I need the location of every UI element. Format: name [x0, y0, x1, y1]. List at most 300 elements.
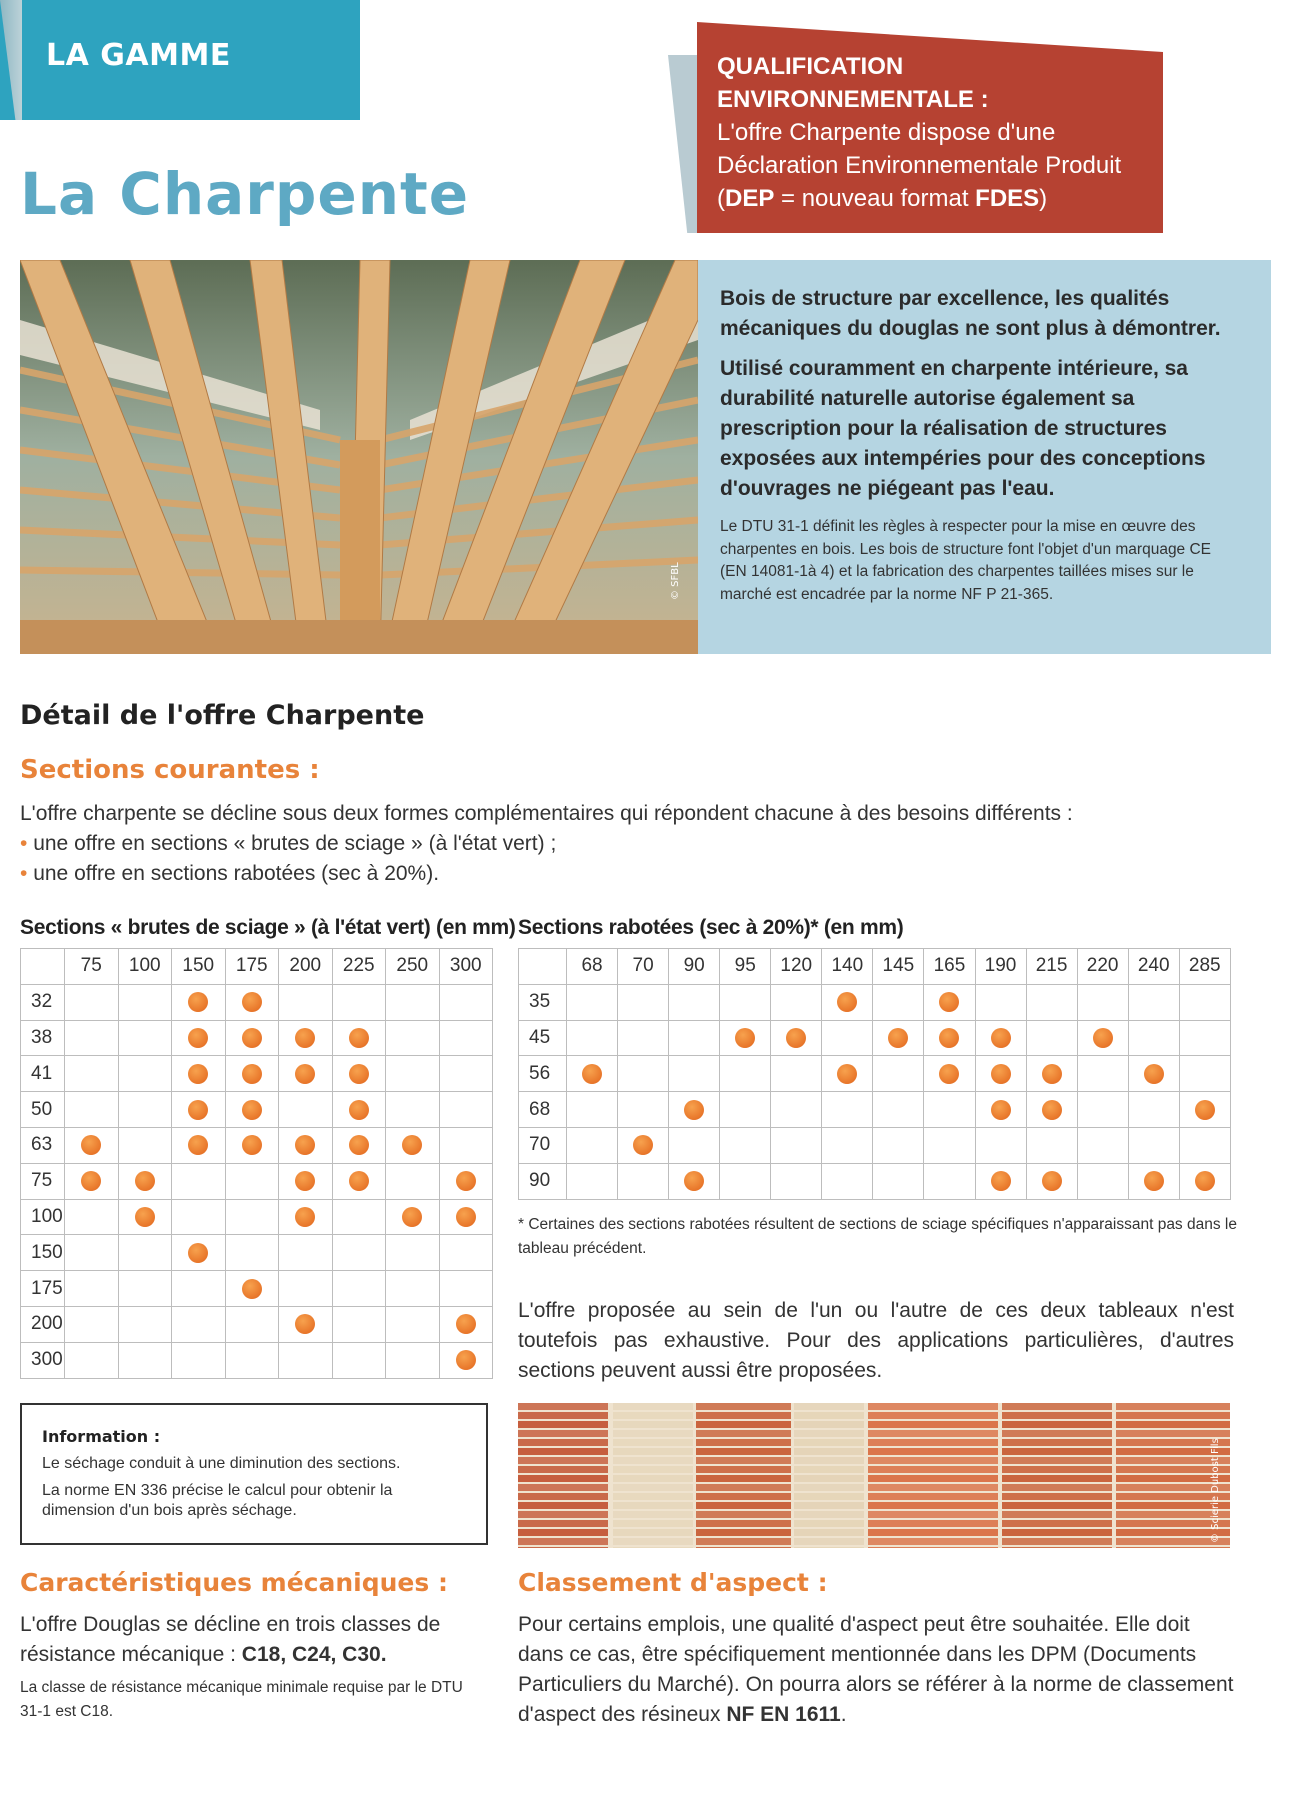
- row-header: 41: [21, 1056, 65, 1092]
- table-cell: [332, 1020, 386, 1056]
- table-cell: [386, 1127, 440, 1163]
- table-cell: [172, 1235, 226, 1271]
- table-cell: [172, 1092, 226, 1128]
- availability-dot-icon: [188, 1064, 208, 1084]
- table-cell: [669, 1056, 720, 1092]
- table-cell: [225, 984, 279, 1020]
- table-header-row: [519, 949, 1231, 985]
- table-cell: [439, 1092, 493, 1128]
- table-cell: [822, 984, 873, 1020]
- table-cell: [1128, 984, 1179, 1020]
- availability-dot-icon: [939, 992, 959, 1012]
- availability-dot-icon: [402, 1207, 422, 1227]
- table-cell: [439, 1056, 493, 1092]
- information-line-1: Le séchage conduit à une diminution des sections.: [42, 1455, 401, 1472]
- column-header: 225: [332, 949, 386, 985]
- availability-dot-icon: [349, 1171, 369, 1191]
- table-row: [519, 984, 1231, 1020]
- sections-courantes-text: [20, 799, 1220, 889]
- availability-dot-icon: [81, 1135, 101, 1155]
- mecanique-heading: Caractéristiques mécaniques :: [20, 1568, 448, 1597]
- table-cell: [225, 1271, 279, 1307]
- table-cell: [567, 1020, 618, 1056]
- table-cell: [1179, 984, 1230, 1020]
- table-cell: [975, 1020, 1026, 1056]
- row-header: 45: [519, 1020, 567, 1056]
- column-header: 120: [771, 949, 822, 985]
- table-cell: [822, 1056, 873, 1092]
- table-cell: [822, 1020, 873, 1056]
- table-row: [21, 1342, 493, 1378]
- table-cell: [439, 1235, 493, 1271]
- table-cell: [65, 1306, 119, 1342]
- table-cell: [386, 1056, 440, 1092]
- availability-dot-icon: [242, 1100, 262, 1120]
- table-cell: [1077, 1127, 1128, 1163]
- table-cell: [225, 1199, 279, 1235]
- availability-dot-icon: [582, 1064, 602, 1084]
- aspect-text: Pour certains emplois, une qualité d'aspect peut être souhaitée. Elle doit dans ce cas, être spécifiquement mentionnée dans les DPM (Documents Particuliers du Marché). On pourra alors se référer à la norme de classement d'aspect des résineux NF EN 1611.: [518, 1613, 1234, 1726]
- availability-dot-icon: [1195, 1171, 1215, 1191]
- table-cell: [332, 1056, 386, 1092]
- availability-dot-icon: [991, 1100, 1011, 1120]
- availability-dot-icon: [295, 1207, 315, 1227]
- table-cell: [1179, 1163, 1230, 1199]
- availability-dot-icon: [242, 1279, 262, 1299]
- row-header: 56: [519, 1056, 567, 1092]
- table-cell: [172, 1020, 226, 1056]
- table-cell: [439, 1342, 493, 1378]
- table-cell: [118, 1163, 172, 1199]
- table-cell: [1179, 1020, 1230, 1056]
- detail-heading: Détail de l'offre Charpente: [20, 700, 425, 731]
- table-cell: [118, 1271, 172, 1307]
- availability-dot-icon: [295, 1314, 315, 1334]
- table-cell: [279, 1199, 333, 1235]
- availability-dot-icon: [1042, 1100, 1062, 1120]
- roof-structure-photo: [20, 260, 698, 654]
- table-cell: [332, 1342, 386, 1378]
- table-cell: [118, 984, 172, 1020]
- table-cell: [386, 1092, 440, 1128]
- table-cell: [618, 1127, 669, 1163]
- qualification-line-5: (DEP = nouveau format FDES): [717, 185, 1048, 212]
- table-cell: [279, 984, 333, 1020]
- table-footnote: * Certaines des sections rabotées résultent de sections de sciage spécifiques n'apparaissant pas dans le tableau précédent.: [518, 1216, 1237, 1257]
- table-cell: [439, 984, 493, 1020]
- table-cell: [65, 1163, 119, 1199]
- column-header: 68: [567, 949, 618, 985]
- availability-dot-icon: [456, 1314, 476, 1334]
- table-cell: [1026, 1020, 1077, 1056]
- table-cell: [172, 1342, 226, 1378]
- row-header: 63: [21, 1127, 65, 1163]
- section-tab-label: LA GAMME: [46, 38, 231, 73]
- availability-dot-icon: [81, 1171, 101, 1191]
- column-header: 200: [279, 949, 333, 985]
- table-cell: [279, 1235, 333, 1271]
- mecanique-classes: C18, C24, C30.: [241, 1643, 387, 1666]
- table-row: [21, 1163, 493, 1199]
- table-cell: [873, 1127, 924, 1163]
- availability-dot-icon: [188, 992, 208, 1012]
- table-rabote: [518, 948, 1231, 1200]
- table-cell: [172, 1199, 226, 1235]
- column-header: 165: [924, 949, 975, 985]
- availability-dot-icon: [991, 1171, 1011, 1191]
- table-cell: [332, 984, 386, 1020]
- table-cell: [332, 1163, 386, 1199]
- table-cell: [567, 1127, 618, 1163]
- table-cell: [975, 1127, 1026, 1163]
- table-cell: [439, 1306, 493, 1342]
- table-row: [21, 984, 493, 1020]
- table-row: [519, 1163, 1231, 1199]
- table-cell: [1128, 1163, 1179, 1199]
- table-cell: [225, 1163, 279, 1199]
- table-cell: [669, 1020, 720, 1056]
- table-cell: [386, 1199, 440, 1235]
- table-cell: [65, 1271, 119, 1307]
- table-cell: [618, 1092, 669, 1128]
- row-header: 68: [519, 1092, 567, 1128]
- availability-dot-icon: [349, 1028, 369, 1048]
- table-cell: [567, 1056, 618, 1092]
- mecanique-text: L'offre Douglas se décline en trois classes de résistance mécanique : C18, C24, C30.: [20, 1613, 441, 1666]
- table-cell: [279, 1163, 333, 1199]
- row-header: 70: [519, 1127, 567, 1163]
- table-cell: [567, 1163, 618, 1199]
- table-cell: [386, 1163, 440, 1199]
- table-brut: [20, 948, 493, 1379]
- availability-dot-icon: [242, 1064, 262, 1084]
- table-cell: [873, 1020, 924, 1056]
- table-cell: [720, 1127, 771, 1163]
- column-header: 70: [618, 949, 669, 985]
- intro-paragraph-2: Utilisé couramment en charpente intérieure, sa durabilité naturelle autorise également sa prescription pour la réalisation de structures exposées aux intempéries pour des conceptions d'ouvrages ne piégeant pas l'eau.: [720, 357, 1206, 500]
- table-row: [21, 1092, 493, 1128]
- table-cell: [118, 1092, 172, 1128]
- table-cell: [332, 1127, 386, 1163]
- table-row: [519, 1020, 1231, 1056]
- row-header: 100: [21, 1199, 65, 1235]
- row-header: 50: [21, 1092, 65, 1128]
- table-cell: [873, 984, 924, 1020]
- column-header: 140: [822, 949, 873, 985]
- table-cell: [439, 1020, 493, 1056]
- availability-dot-icon: [1042, 1064, 1062, 1084]
- availability-dot-icon: [188, 1028, 208, 1048]
- availability-dot-icon: [1042, 1171, 1062, 1191]
- table-row: [519, 1092, 1231, 1128]
- table-cell: [873, 1056, 924, 1092]
- table-cell: [975, 1056, 1026, 1092]
- table-cell: [771, 1020, 822, 1056]
- table-cell: [332, 1199, 386, 1235]
- table-cell: [1077, 1092, 1128, 1128]
- availability-dot-icon: [786, 1028, 806, 1048]
- table-header-row: [21, 949, 493, 985]
- table-cell: [332, 1092, 386, 1128]
- table-cell: [1077, 1020, 1128, 1056]
- table-cell: [822, 1163, 873, 1199]
- table-rabote-caption: Sections rabotées (sec à 20%)* (en mm): [518, 916, 904, 939]
- availability-dot-icon: [939, 1028, 959, 1048]
- row-header: 38: [21, 1020, 65, 1056]
- table-cell: [618, 1020, 669, 1056]
- table-cell: [172, 1127, 226, 1163]
- row-header: 35: [519, 984, 567, 1020]
- table-cell: [720, 984, 771, 1020]
- availability-dot-icon: [295, 1028, 315, 1048]
- availability-dot-icon: [402, 1135, 422, 1155]
- availability-dot-icon: [295, 1135, 315, 1155]
- availability-dot-icon: [1144, 1064, 1164, 1084]
- table-cell: [618, 1163, 669, 1199]
- availability-dot-icon: [135, 1207, 155, 1227]
- table-cell: [65, 1020, 119, 1056]
- table-cell: [279, 1306, 333, 1342]
- table-cell: [771, 984, 822, 1020]
- table-cell: [225, 1092, 279, 1128]
- availability-dot-icon: [295, 1064, 315, 1084]
- table-cell: [439, 1163, 493, 1199]
- table-cell: [386, 1020, 440, 1056]
- table-cell: [975, 1163, 1026, 1199]
- list-item: • une offre en sections rabotées (sec à 20%).: [20, 862, 440, 885]
- table-cell: [1077, 984, 1128, 1020]
- table-row: [21, 1199, 493, 1235]
- availability-dot-icon: [684, 1171, 704, 1191]
- table-cell: [771, 1056, 822, 1092]
- table-cell: [669, 1163, 720, 1199]
- availability-dot-icon: [188, 1100, 208, 1120]
- dtu-paragraph: Le DTU 31-1 définit les règles à respecter pour la mise en œuvre des charpentes en bois. Les bois de structure font l'objet d'un marquage CE (EN 14081-1à 4) et la fabrication des charpentes taillées mises sur le marché est encadrée par la norme NF P 21-365.: [720, 518, 1212, 603]
- table-cell: [118, 1235, 172, 1271]
- table-cell: [65, 1235, 119, 1271]
- table-cell: [279, 1056, 333, 1092]
- availability-dot-icon: [888, 1028, 908, 1048]
- photo-credit: © SFBL: [670, 562, 681, 600]
- table-row: [519, 1056, 1231, 1092]
- column-header: 175: [225, 949, 279, 985]
- table-corner-cell: [21, 949, 65, 985]
- availability-dot-icon: [242, 1135, 262, 1155]
- qualification-text: [717, 50, 1157, 215]
- availability-dot-icon: [991, 1064, 1011, 1084]
- table-cell: [669, 1127, 720, 1163]
- column-header: 150: [172, 949, 226, 985]
- availability-dot-icon: [456, 1171, 476, 1191]
- table-cell: [771, 1092, 822, 1128]
- availability-dot-icon: [188, 1135, 208, 1155]
- row-header: 90: [519, 1163, 567, 1199]
- availability-dot-icon: [349, 1135, 369, 1155]
- table-cell: [386, 984, 440, 1020]
- mecanique-note: La classe de résistance mécanique minimale requise par le DTU 31-1 est C18.: [20, 1679, 463, 1720]
- table-cell: [172, 1056, 226, 1092]
- availability-dot-icon: [939, 1064, 959, 1084]
- availability-dot-icon: [1093, 1028, 1113, 1048]
- table-cell: [720, 1092, 771, 1128]
- qualification-line-3: L'offre Charpente dispose d'une: [717, 119, 1056, 146]
- table-cell: [1128, 1127, 1179, 1163]
- wood-photo-credit: © Scierie Dubost Fils: [1210, 1438, 1221, 1543]
- table-cell: [1179, 1056, 1230, 1092]
- information-line-2: La norme EN 336 précise le calcul pour obtenir la dimension d'un bois après séchage.: [42, 1482, 393, 1519]
- page-title: La Charpente: [20, 160, 470, 228]
- table-brut-caption: Sections « brutes de sciage » (à l'état vert) (en mm): [20, 916, 516, 939]
- table-cell: [225, 1020, 279, 1056]
- aspect-heading: Classement d'aspect :: [518, 1568, 828, 1597]
- table-row: [21, 1235, 493, 1271]
- row-header: 32: [21, 984, 65, 1020]
- table-cell: [669, 984, 720, 1020]
- table-row: [21, 1056, 493, 1092]
- row-header: 200: [21, 1306, 65, 1342]
- table-cell: [332, 1306, 386, 1342]
- table-row: [21, 1020, 493, 1056]
- column-header: 145: [873, 949, 924, 985]
- table-cell: [225, 1235, 279, 1271]
- table-cell: [118, 1020, 172, 1056]
- availability-dot-icon: [349, 1064, 369, 1084]
- table-cell: [225, 1306, 279, 1342]
- table-cell: [172, 984, 226, 1020]
- table-cell: [225, 1056, 279, 1092]
- availability-dot-icon: [456, 1350, 476, 1370]
- table-cell: [720, 1056, 771, 1092]
- table-cell: [332, 1271, 386, 1307]
- table-cell: [567, 1092, 618, 1128]
- intro-paragraph-1: Bois de structure par excellence, les qualités mécaniques du douglas ne sont plus à démontrer.: [720, 287, 1221, 340]
- availability-dot-icon: [135, 1171, 155, 1191]
- table-cell: [1026, 1056, 1077, 1092]
- table-cell: [65, 1127, 119, 1163]
- table-cell: [1077, 1056, 1128, 1092]
- table-row: [21, 1306, 493, 1342]
- table-cell: [386, 1271, 440, 1307]
- table-cell: [924, 1092, 975, 1128]
- table-cell: [873, 1163, 924, 1199]
- column-header: 95: [720, 949, 771, 985]
- table-cell: [924, 1127, 975, 1163]
- courantes-intro: L'offre charpente se décline sous deux formes complémentaires qui répondent chacune à des besoins différents :: [20, 802, 1073, 825]
- availability-dot-icon: [991, 1028, 1011, 1048]
- availability-dot-icon: [735, 1028, 755, 1048]
- table-cell: [65, 1199, 119, 1235]
- column-header: 300: [439, 949, 493, 985]
- table-cell: [172, 1163, 226, 1199]
- table-cell: [279, 1092, 333, 1128]
- row-header: 300: [21, 1342, 65, 1378]
- offer-note: L'offre proposée au sein de l'un ou l'autre de ces deux tableaux n'est toutefois pas exhaustive. Pour des applications particulières, d'autres sections peuvent aussi être proposées.: [518, 1299, 1234, 1382]
- table-cell: [439, 1127, 493, 1163]
- table-row: [519, 1127, 1231, 1163]
- table-cell: [386, 1306, 440, 1342]
- table-corner-cell: [519, 949, 567, 985]
- table-cell: [279, 1020, 333, 1056]
- wood-stack-photo: [518, 1403, 1230, 1548]
- availability-dot-icon: [633, 1135, 653, 1155]
- availability-dot-icon: [1144, 1171, 1164, 1191]
- availability-dot-icon: [837, 992, 857, 1012]
- column-header: 215: [1026, 949, 1077, 985]
- table-cell: [1128, 1020, 1179, 1056]
- table-cell: [118, 1342, 172, 1378]
- table-cell: [225, 1342, 279, 1378]
- table-cell: [1026, 984, 1077, 1020]
- sections-courantes-heading: Sections courantes :: [20, 755, 320, 785]
- table-cell: [386, 1342, 440, 1378]
- qualification-heading-1: QUALIFICATION: [717, 53, 904, 80]
- availability-dot-icon: [295, 1171, 315, 1191]
- table-cell: [65, 984, 119, 1020]
- column-header: 75: [65, 949, 119, 985]
- availability-dot-icon: [242, 1028, 262, 1048]
- qualification-line-4: Déclaration Environnementale Produit: [717, 152, 1122, 179]
- table-cell: [65, 1342, 119, 1378]
- table-cell: [924, 1020, 975, 1056]
- table-row: [21, 1271, 493, 1307]
- table-cell: [618, 984, 669, 1020]
- column-header: 240: [1128, 949, 1179, 985]
- table-cell: [65, 1056, 119, 1092]
- table-cell: [1026, 1092, 1077, 1128]
- table-cell: [386, 1235, 440, 1271]
- availability-dot-icon: [1195, 1100, 1215, 1120]
- list-item: • une offre en sections « brutes de sciage » (à l'état vert) ;: [20, 832, 557, 855]
- availability-dot-icon: [188, 1243, 208, 1263]
- table-cell: [439, 1271, 493, 1307]
- table-cell: [975, 984, 1026, 1020]
- availability-dot-icon: [684, 1100, 704, 1120]
- table-cell: [1077, 1163, 1128, 1199]
- table-cell: [118, 1306, 172, 1342]
- table-cell: [172, 1306, 226, 1342]
- table-cell: [822, 1092, 873, 1128]
- availability-dot-icon: [456, 1207, 476, 1227]
- table-cell: [1179, 1127, 1230, 1163]
- table-cell: [279, 1342, 333, 1378]
- table-cell: [924, 1056, 975, 1092]
- table-cell: [720, 1020, 771, 1056]
- column-header: 285: [1179, 949, 1230, 985]
- availability-dot-icon: [349, 1100, 369, 1120]
- column-header: 100: [118, 949, 172, 985]
- table-cell: [618, 1056, 669, 1092]
- table-cell: [1128, 1056, 1179, 1092]
- table-row: [21, 1127, 493, 1163]
- table-cell: [771, 1163, 822, 1199]
- table-cell: [924, 1163, 975, 1199]
- table-cell: [279, 1127, 333, 1163]
- table-cell: [172, 1271, 226, 1307]
- table-cell: [1026, 1163, 1077, 1199]
- information-title: Information :: [42, 1427, 161, 1446]
- availability-dot-icon: [837, 1064, 857, 1084]
- qualification-heading-2: ENVIRONNEMENTALE :: [717, 86, 989, 113]
- table-cell: [720, 1163, 771, 1199]
- table-cell: [118, 1199, 172, 1235]
- table-cell: [279, 1271, 333, 1307]
- table-cell: [118, 1056, 172, 1092]
- row-header: 175: [21, 1271, 65, 1307]
- aspect-norm: NF EN 1611: [726, 1703, 841, 1726]
- table-cell: [873, 1092, 924, 1128]
- table-cell: [771, 1127, 822, 1163]
- table-cell: [332, 1235, 386, 1271]
